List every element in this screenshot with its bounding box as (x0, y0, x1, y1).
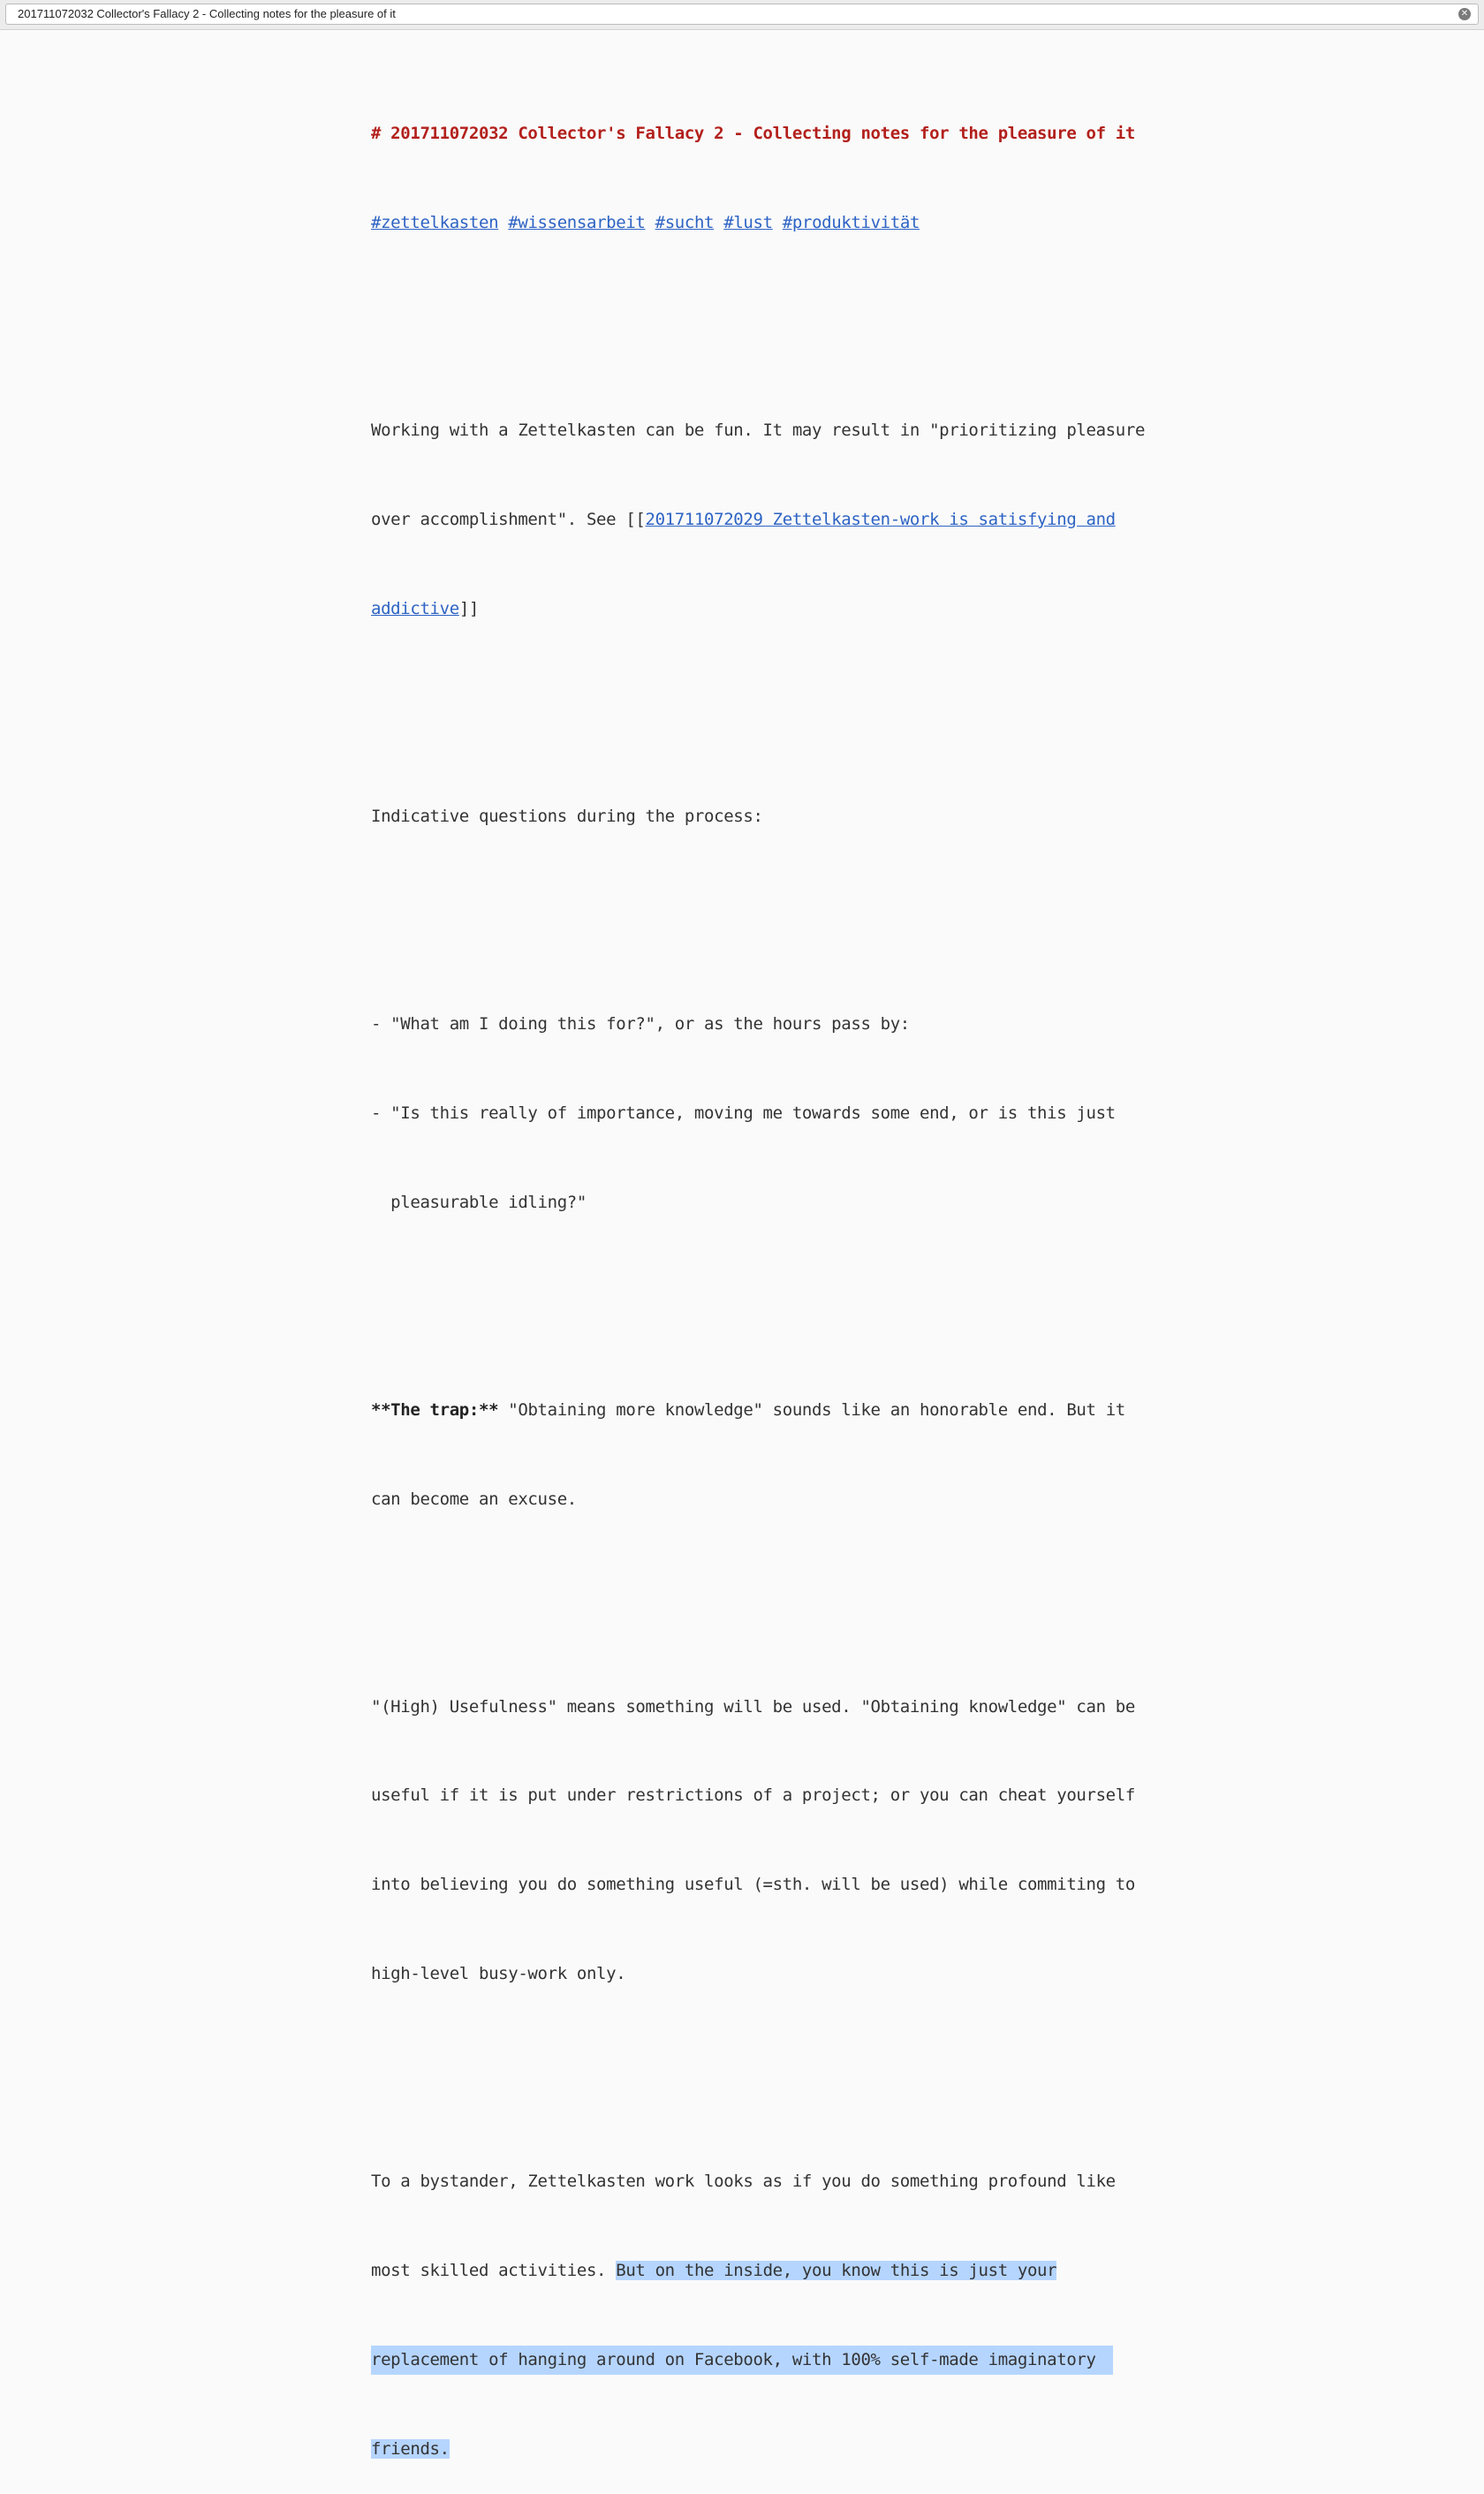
paragraph-text: over accomplishment". See [[ (371, 509, 646, 529)
note-editor[interactable] (371, 60, 1146, 2494)
paragraph-line: Indicative questions during the process: (371, 806, 763, 826)
paragraph-line (371, 595, 1113, 625)
blank-line (371, 683, 1113, 713)
tag-link-zettelkasten[interactable]: #zettelkasten (371, 212, 499, 232)
note-title-text: 201711072032 Collector's Fallacy 2 - Collecting notes for the pleasure of it (18, 7, 396, 20)
note-title-field[interactable] (5, 4, 1479, 25)
tag-link-lust[interactable]: #lust (723, 212, 773, 232)
selected-text: But on the inside, you know this is just your (616, 2260, 1057, 2280)
wiki-link[interactable]: addictive (371, 598, 459, 618)
paragraph-line (371, 2346, 1113, 2376)
note-heading: # 201711072032 Collector's Fallacy 2 - Collecting notes for the pleasure of it (371, 124, 1135, 144)
list-item: - "Is this really of importance, moving me towards some end, or is this just (371, 1103, 1116, 1123)
blank-line (371, 2049, 1113, 2079)
paragraph-line (371, 2256, 1113, 2286)
paragraph-line: into believing you do something useful (=sth. will be used) while commiting to (371, 1875, 1135, 1895)
paragraph-line: To a bystander, Zettelkasten work looks as if you do something profound like (371, 2172, 1116, 2192)
paragraph-line: can become an excuse. (371, 1489, 577, 1509)
paragraph-line: "(High) Usefulness" means something will be used. "Obtaining knowledge" can be (371, 1696, 1135, 1717)
tag-link-wissensarbeit[interactable]: #wissensarbeit (508, 212, 646, 232)
blank-line (371, 891, 1113, 921)
paragraph-line: high-level busy-work only. (371, 1964, 626, 1983)
paragraph-line (371, 1396, 1125, 1426)
paragraph-text: "Obtaining more knowledge" sounds like an honorable end. But it (498, 1399, 1125, 1420)
selected-text: friends. (371, 2438, 450, 2459)
blank-line (371, 298, 1113, 328)
title-bar (0, 0, 1484, 30)
paragraph-line (371, 2435, 1113, 2465)
paragraph-line (371, 505, 1116, 535)
tag-link-produktivitaet[interactable]: #produktivität (782, 212, 920, 232)
blank-line (371, 1573, 1113, 1603)
bold-text: **The trap:** (371, 1399, 499, 1420)
paragraph-text: ]] (458, 598, 479, 618)
list-item-continuation: pleasurable idling?" (371, 1192, 587, 1212)
close-circle-icon[interactable]: ✕ (1458, 8, 1471, 20)
wiki-link[interactable]: 201711072029 Zettelkasten-work is satisfying and (645, 509, 1116, 529)
paragraph-line: Working with a Zettelkasten can be fun. It may result in "prioritizing pleasure (371, 421, 1146, 441)
paragraph-line: useful if it is put under restrictions of a project; or you can cheat yourself (371, 1785, 1135, 1806)
paragraph-text: most skilled activities. (371, 2260, 617, 2280)
blank-line (371, 1277, 1113, 1307)
tag-line (371, 208, 1113, 239)
selected-text: replacement of hanging around on Facebook, with 100% self-made imaginatory (371, 2346, 1113, 2376)
tag-link-sucht[interactable]: #sucht (655, 212, 715, 232)
list-item: - "What am I doing this for?", or as the hours pass by: (371, 1014, 910, 1034)
